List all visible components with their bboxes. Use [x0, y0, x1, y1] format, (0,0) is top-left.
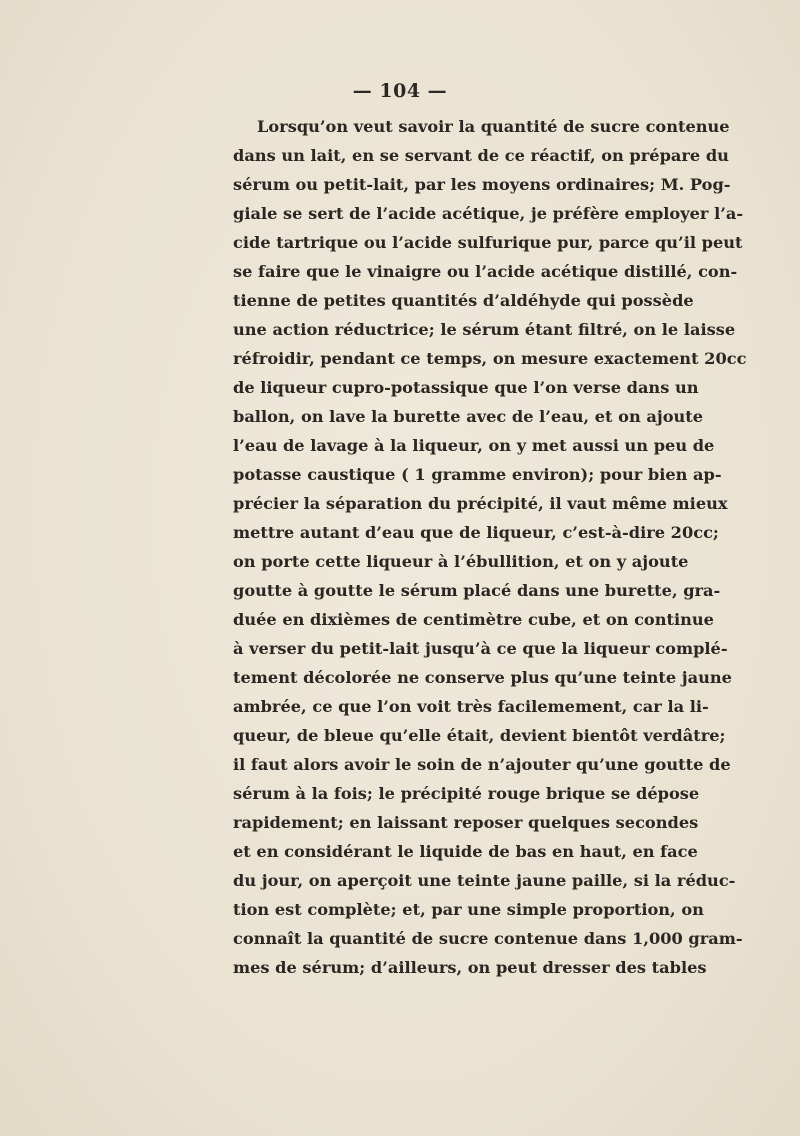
text-line: du jour, on aperçoit une teinte jaune paille, si la réduc- — [233, 871, 736, 890]
text-line: il faut alors avoir le soin de n’ajouter qu’une goutte de — [233, 755, 731, 774]
text-line: ballon, on lave la burette avec de l’eau, et on ajoute — [233, 407, 704, 426]
text-line: à verser du petit-lait jusqu’à ce que la liqueur complé- — [233, 639, 728, 658]
text-line: tement décolorée ne conserve plus qu’une teinte jaune — [233, 668, 732, 687]
text-line: duée en dixièmes de centimètre cube, et on continue — [233, 610, 714, 629]
text-line: Lorsqu’on veut savoir la quantité de sucre contenue — [257, 117, 730, 136]
text-line: potasse caustique ( 1 gramme environ); pour bien ap- — [233, 465, 722, 484]
text-line: l’eau de lavage à la liqueur, on y met aussi un peu de — [233, 436, 715, 455]
text-line: précier la séparation du précipité, il vaut même mieux — [233, 494, 728, 513]
text-line: on porte cette liqueur à l’ébullition, et on y ajoute — [233, 552, 689, 571]
text-line: tion est complète; et, par une simple proportion, on — [233, 900, 704, 919]
page-number: — 104 — — [352, 80, 448, 102]
text-line: mettre autant d’eau que de liqueur, c’est-à-dire 20cc; — [233, 523, 719, 542]
text-line: sérum à la fois; le précipité rouge brique se dépose — [233, 784, 700, 803]
text-line: réfroidir, pendant ce temps, on mesure exactement 20cc — [233, 349, 747, 368]
text-line: goutte à goutte le sérum placé dans une burette, gra- — [233, 581, 721, 600]
text-line: tienne de petites quantités d’aldéhyde qui possède — [233, 291, 694, 310]
text-line: queur, de bleue qu’elle était, devient bientôt verdâtre; — [233, 726, 726, 745]
text-line: et en considérant le liquide de bas en haut, en face — [233, 842, 698, 861]
text-line: giale se sert de l’acide acétique, je préfère employer l’a- — [233, 204, 744, 223]
text-line: de liqueur cupro-potassique que l’on verse dans un — [233, 378, 699, 397]
text-line: mes de sérum; d’ailleurs, on peut dresser des tables — [233, 958, 707, 977]
text-line: rapidement; en laissant reposer quelques secondes — [233, 813, 699, 832]
text-line: sérum ou petit-lait, par les moyens ordinaires; M. Pog- — [233, 175, 731, 194]
text-line: une action réductrice; le sérum étant filtré, on le laisse — [233, 320, 736, 339]
text-line: cide tartrique ou l’acide sulfurique pur, parce qu’il peut — [233, 233, 743, 252]
text-line: connaît la quantité de sucre contenue dans 1,000 gram- — [233, 929, 743, 948]
text-line: se faire que le vinaigre ou l’acide acétique distillé, con- — [233, 262, 738, 281]
body-text — [233, 112, 747, 982]
text-line: dans un lait, en se servant de ce réactif, on prépare du — [233, 146, 729, 165]
text-line: ambrée, ce que l’on voit très facilemement, car la li- — [233, 697, 709, 716]
